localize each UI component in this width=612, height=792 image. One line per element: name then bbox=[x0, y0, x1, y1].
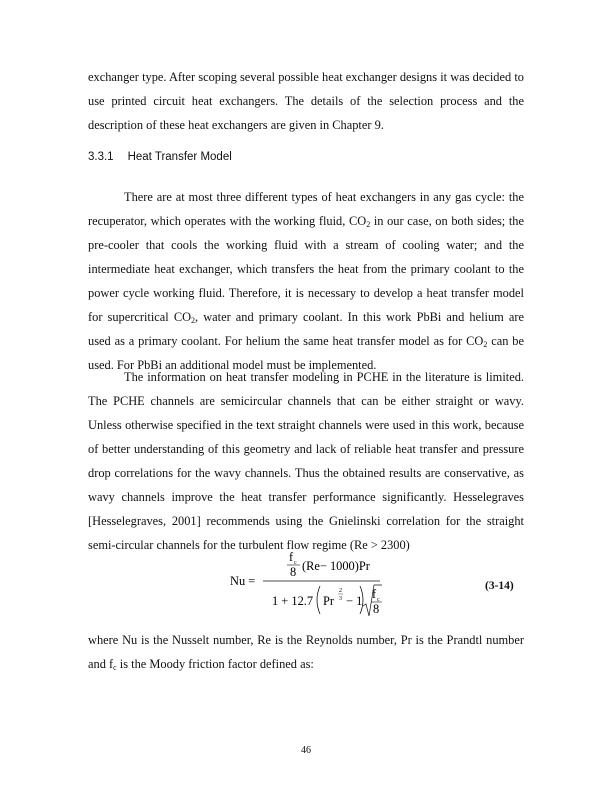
section-title: Heat Transfer Model bbox=[127, 151, 232, 163]
eq-exp-d: 3 bbox=[339, 596, 342, 602]
text: can be used. For PbBi an additional model must be implemented. bbox=[88, 334, 524, 372]
paragraph-4 bbox=[88, 628, 524, 676]
equation-svg bbox=[230, 550, 430, 630]
eq-den: 1 + 12.7 bbox=[272, 594, 314, 608]
paren-left bbox=[317, 586, 320, 614]
text: , water and primary coolant. In this work PbBi and helium are used as a primary coolant. For helium the same heat transfer model as for CO bbox=[88, 310, 524, 348]
paragraph-1: exchanger type. After scoping several possible heat exchanger designs it was decided to use printed circuit heat exchangers. The details of the selection process and the description of these heat exchangers are given in Chapter 9. bbox=[88, 70, 524, 132]
eq-exp-n: 2 bbox=[339, 588, 342, 594]
subscript: c bbox=[113, 663, 117, 672]
paragraph-3: The information on heat transfer modeling in PCHE in the literature is limited. The PCHE channels are semicircular channels that can be either straight or wavy. Unless otherwise specified in the text straight channels were used in this work, because of better understanding of this geometry and lack of reliable heat transfer and pressure drop correlations for the wavy channels. Thus the obtained results are conservative, as wavy channels improve the heat transfer performance significantly. Hesselegraves [Hesselegraves, 2001] recommends using the Gnielinski correlation for the straight semi-circular channels for the turbulent flow regime (Re > 2300) bbox=[88, 370, 524, 552]
eq-minus1: − 1 bbox=[346, 594, 363, 608]
eq-8: 8 bbox=[373, 602, 380, 616]
equation-number: (3-14) bbox=[485, 580, 514, 592]
equation-gnielinski bbox=[230, 550, 430, 630]
section-number: 3.3.1 bbox=[88, 151, 114, 163]
section-heading bbox=[88, 151, 246, 163]
eq-lhs: Nu = bbox=[230, 574, 256, 588]
subscript: 2 bbox=[191, 316, 196, 325]
page-number: 46 bbox=[301, 745, 311, 756]
text: where Nu is the Nusselt number, Re is the Reynolds number, Pr is the Prandtl number and f bbox=[88, 633, 524, 671]
text: in our case, on both sides; the pre-cooler that cools the working fluid with a stream of cooling water; and the intermediate heat exchanger, which transfers the heat from the primary coolant to the power cycle working fluid. Therefore, it is necessary to develop a heat transfer model for supercritical CO bbox=[88, 214, 524, 324]
eq-8: 8 bbox=[290, 565, 297, 579]
subscript: 2 bbox=[366, 220, 371, 229]
text: is the Moody friction factor defined as: bbox=[116, 657, 314, 671]
eq-num: (Re− 1000)Pr bbox=[302, 559, 370, 573]
eq-sub-c: c bbox=[377, 597, 380, 603]
text: There are at most three different types of heat exchangers in any gas cycle: the recuperator, which operates with the working fluid, CO bbox=[88, 190, 524, 228]
subscript: 2 bbox=[483, 340, 488, 349]
eq-pr: Pr bbox=[323, 594, 335, 608]
paragraph-2 bbox=[88, 185, 524, 377]
eq-sub-c: c bbox=[294, 560, 297, 566]
eq-f: f bbox=[289, 550, 294, 564]
eq-f: f bbox=[372, 587, 377, 601]
